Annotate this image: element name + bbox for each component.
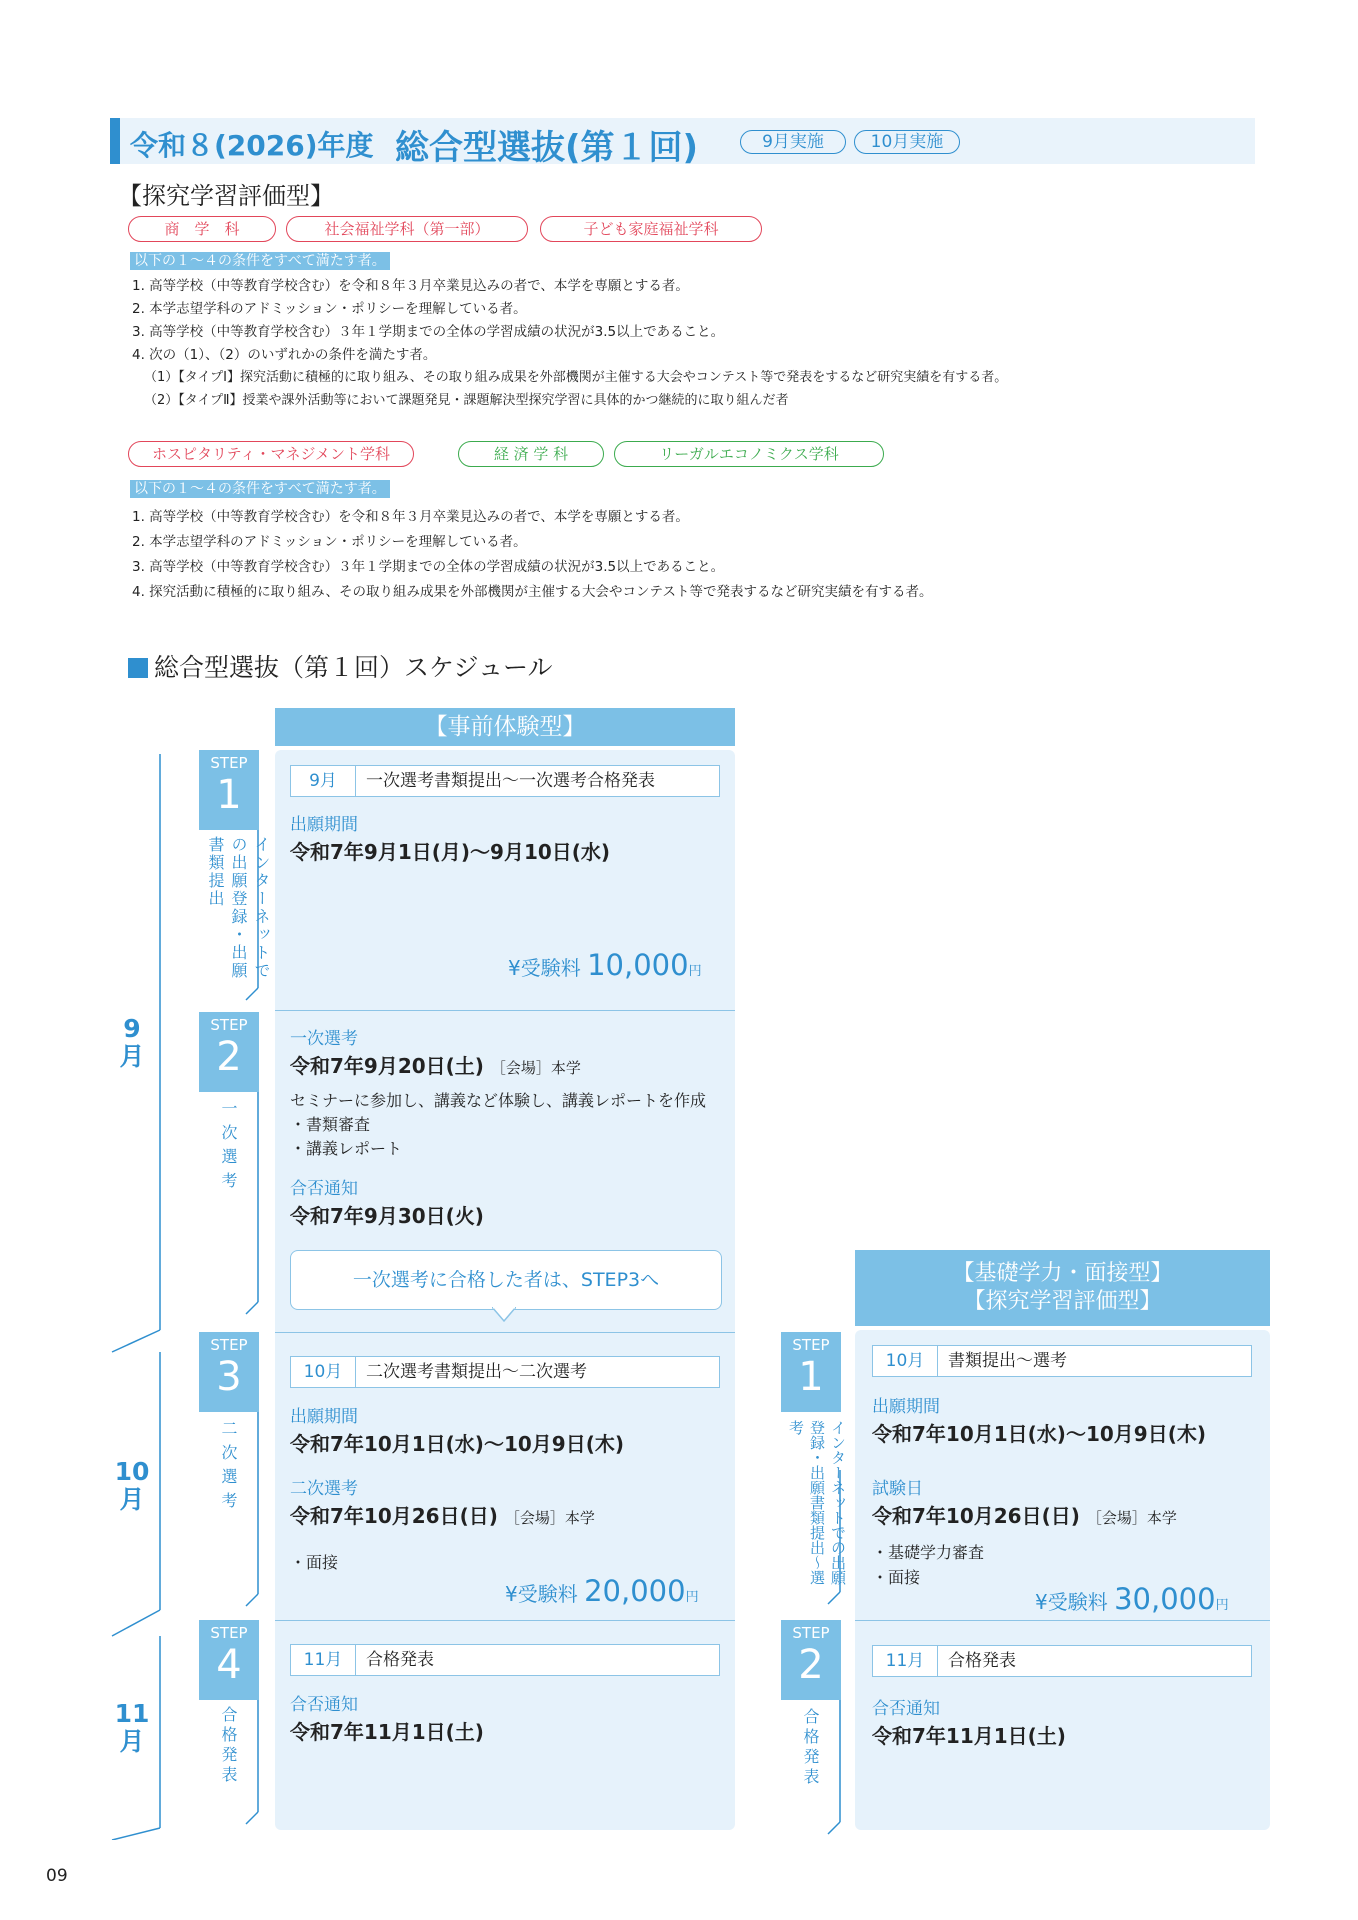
field-value: 令和7年10月1日(水)～10月9日(木) [290,1432,624,1456]
field-label: 一次選考 [290,1029,358,1049]
field-label: 合否通知 [872,1699,940,1719]
divider [855,1620,1270,1621]
condition-item: 4. 探究活動に積極的に取り組み、その取り組み成果を外部機関が主催する大会やコンテスト等で発表するなど研究実績を有する者。 [132,584,933,600]
step-vertical-label: インターネットでの出願登録・出願書類提出 [206,836,271,980]
title-bar [110,118,1255,168]
header-line: 【基礎学力・面接型】 [952,1261,1173,1286]
fee-amount: 10,000 [587,948,689,982]
condition-item: 2. 本学志望学科のアドミッション・ポリシーを理解している者。 [132,534,527,550]
field-value: 令和7年11月1日(土) [290,1720,484,1744]
list-item: ・面接 [290,1553,339,1572]
step-number: 2 [216,1034,242,1080]
step-badge [199,750,259,830]
period-text: 一次選考書類提出～一次選考合格発表 [366,771,655,791]
condition-item: 3. 高等学校（中等教育学校含む）３年１学期までの全体の学習成績の状況が3.5以上であること。 [132,559,725,575]
fee-label: ¥受験料 [508,956,581,980]
step-number: 1 [216,772,242,818]
period-text: 合格発表 [366,1650,434,1670]
condition-item: 1. 高等学校（中等教育学校含む）を令和８年３月卒業見込みの者で、本学を専願とする者。 [132,509,689,525]
dept-pill: 商 学 科 [128,216,276,242]
divider [275,1332,735,1333]
list-item: ・基礎学力審査 [872,1543,985,1562]
step-badge [781,1332,841,1412]
page-number: 09 [46,1866,68,1886]
step-vertical-label: 合格発表 [219,1706,238,1786]
dept-pill: 子ども家庭福祉学科 [540,216,762,242]
list-item: ・講義レポート [290,1139,403,1158]
schedule-title [128,648,553,684]
fee [508,948,702,982]
square-bullet-icon [128,658,148,678]
description: セミナーに参加し、講義など体験し、講義レポートを作成 [290,1091,707,1110]
header-line: 【探究学習評価型】 [963,1289,1162,1314]
period-month: 11月 [291,1645,356,1675]
step-badge [781,1620,841,1700]
field-value [290,1050,581,1079]
field-value [872,1500,1177,1529]
fee [1035,1582,1229,1616]
fee-amount: 30,000 [1114,1582,1216,1616]
venue: ［会場］本学 [490,1059,581,1077]
step-badge [199,1012,259,1092]
exam-date: 令和7年10月26日(日) [872,1504,1080,1528]
period-month: 10月 [291,1357,356,1387]
field-value [290,1500,595,1529]
fee-amount: 20,000 [584,1574,686,1608]
period-month: 11月 [873,1646,938,1676]
period-month: 10月 [873,1346,938,1376]
step-period-box [290,1356,720,1388]
step-word: STEP [210,1624,248,1642]
step-number: 4 [216,1642,242,1688]
venue: ［会場］本学 [504,1509,595,1527]
divider [275,1010,735,1011]
pill-october: 10月実施 [854,130,960,154]
fee-label: ¥受験料 [505,1582,578,1606]
field-label: 合否通知 [290,1179,358,1199]
condition-item: 2. 本学志望学科のアドミッション・ポリシーを理解している者。 [132,301,527,317]
fee-label: ¥受験料 [1035,1590,1108,1614]
step-word: STEP [210,754,248,772]
field-label: 合否通知 [290,1695,358,1715]
step-period-box [290,1644,720,1676]
condition-label: 以下の１～４の条件をすべて満たす者。 [130,252,390,270]
title-accent-bar [110,118,120,164]
field-value: 令和7年9月30日(火) [290,1204,484,1228]
divider [275,1620,735,1621]
month-label-october: 10月 [114,1457,150,1514]
step-number: 1 [798,1354,824,1400]
step-period-box [872,1645,1252,1677]
field-value: 令和7年10月1日(水)～10月9日(木) [872,1422,1206,1446]
section-subheading: 【探究学習評価型】 [118,182,334,210]
dept-pill: 社会福祉学科（第一部） [286,216,528,242]
dept-pill: リーガルエコノミクス学科 [614,441,884,467]
title-year: 令和８(2026)年度 [130,129,374,162]
step-badge [199,1332,259,1412]
month-label-november: 11月 [114,1699,150,1756]
condition-item: 3. 高等学校（中等教育学校含む）３年１学期までの全体の学習成績の状況が3.5以上であること。 [132,324,725,340]
field-value: 令和7年11月1日(土) [872,1724,1066,1748]
step-word: STEP [792,1624,830,1642]
period-text: 書類提出～選考 [948,1351,1067,1371]
callout-box: 一次選考に合格した者は、STEP3へ [290,1250,722,1310]
step-word: STEP [792,1336,830,1354]
fee [505,1574,699,1608]
field-value: 令和7年9月1日(月)～9月10日(水) [290,840,611,864]
field-label: 出願期間 [290,1407,358,1427]
pill-september: 9月実施 [740,130,846,154]
exam-date: 令和7年9月20日(土) [290,1054,484,1078]
condition-item: （2）【タイプⅡ】授業や課外活動等において課題発見・課題解決型探究学習に具体的かつ継続的に取り組んだ者 [144,393,789,408]
step-badge [199,1620,259,1700]
fee-unit: 円 [685,1590,699,1605]
dept-pill: 経 済 学 科 [458,441,604,467]
exam-date: 令和7年10月26日(日) [290,1504,498,1528]
step-number: 3 [216,1354,242,1400]
period-month: 9月 [291,766,356,796]
step-vertical-label: 二次選考 [219,1420,238,1516]
callout-pointer-icon [492,1307,516,1323]
period-text: 二次選考書類提出～二次選考 [366,1362,587,1382]
step-number: 2 [798,1642,824,1688]
fee-unit: 円 [688,964,702,979]
step-period-box [872,1345,1252,1377]
list-item: ・書類審査 [290,1115,371,1134]
step-word: STEP [210,1336,248,1354]
venue: ［会場］本学 [1086,1509,1177,1527]
page-title: 総合型選抜(第１回) [395,128,699,168]
list-item: ・面接 [872,1568,921,1587]
field-label: 出願期間 [872,1397,940,1417]
dept-pill: ホスピタリティ・マネジメント学科 [128,441,414,467]
fee-unit: 円 [1215,1598,1229,1613]
step-vertical-label: インターネットでの出願登録・出願書類提出～選考 [787,1420,847,1585]
condition-label: 以下の１～４の条件をすべて満たす者。 [130,480,390,498]
period-text: 合格発表 [948,1651,1016,1671]
field-label: 試験日 [872,1479,923,1499]
left-column-header: 【事前体験型】 [275,708,735,746]
right-column-header [855,1250,1270,1326]
condition-item: 1. 高等学校（中等教育学校含む）を令和８年３月卒業見込みの者で、本学を専願とする者。 [132,278,689,294]
schedule-title-text: 総合型選抜（第１回）スケジュール [154,653,553,682]
field-label: 出願期間 [290,815,358,835]
step-vertical-label: 合格発表 [801,1708,820,1788]
month-label-september: 9月 [119,1014,145,1071]
field-label: 二次選考 [290,1479,358,1499]
step-vertical-label: 一次選考 [219,1100,238,1196]
step-period-box [290,765,720,797]
condition-item: （1）【タイプⅠ】探究活動に積極的に取り組み、その取り組み成果を外部機関が主催する大会やコンテスト等で発表をするなど研究実績を有する者。 [144,370,1008,385]
condition-item: 4. 次の（1）、（2）のいずれかの条件を満たす者。 [132,347,437,363]
step-word: STEP [210,1016,248,1034]
